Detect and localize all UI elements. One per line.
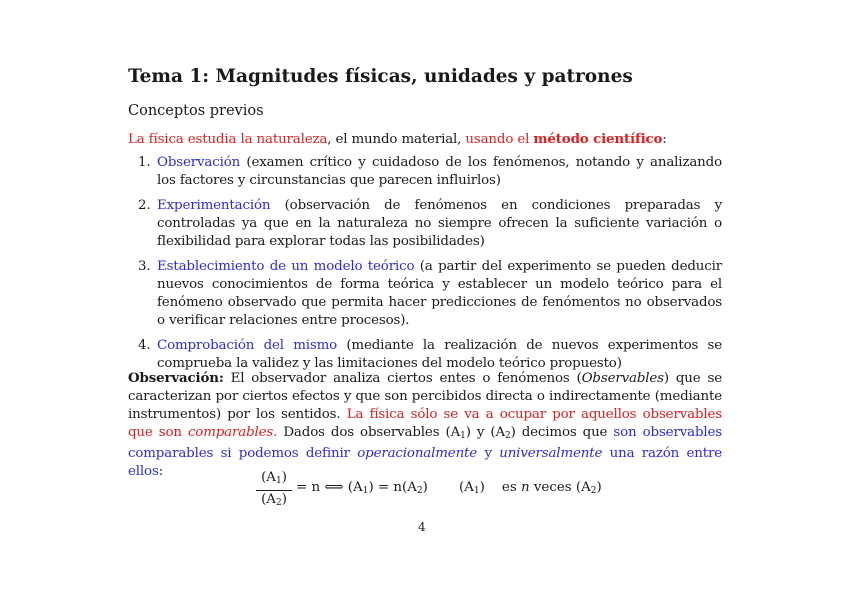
math-sub: 1 — [473, 486, 480, 496]
math-part: ) — [510, 425, 516, 440]
obs-red: La física sólo se va a ocupar por aquellos observables que son — [128, 407, 722, 440]
method-term: Establecimiento de un modelo teórico — [157, 259, 415, 274]
math-part: ) — [281, 492, 287, 507]
chapter-title: Tema 1: Magnitudes físicas, unidades y patrones — [128, 66, 633, 87]
method-description: (observación de fenómenos en condiciones preparadas y controladas ya que en la naturaleza no siempre ofrecen la suficiente variación o flexibilidad para explorar todas las posibilidades) — [157, 198, 722, 249]
list-number: 3. — [138, 259, 151, 274]
method-term: Experimentación — [157, 198, 271, 213]
math-part: ) — [465, 425, 471, 440]
method-term: Comprobación del mismo — [157, 338, 338, 353]
equivalence-expression — [296, 480, 428, 496]
math-var: n — [520, 480, 530, 495]
observation-paragraph — [128, 369, 722, 481]
math-sub: 1 — [362, 486, 369, 496]
math-sub: 2 — [275, 498, 282, 508]
obs-text: : — [158, 464, 164, 479]
list-number: 2. — [138, 198, 151, 213]
math-part: ) es — [479, 480, 521, 495]
fraction-bar — [256, 490, 292, 491]
page-number: 4 — [418, 520, 426, 534]
obs-text: decimos que — [515, 425, 614, 440]
ratio-formula — [256, 470, 636, 510]
method-description: (a partir del experimento se pueden deducir nuevos conocimientos de forma teórica y establecer un modelo teórico para el fenómeno observado que permita hacer predicciones de fenómentos no observados o verificar relaciones entre procesos). — [157, 259, 722, 328]
fraction-denominator — [256, 492, 292, 511]
section-heading: Conceptos previos — [128, 103, 264, 119]
math-part: (A — [490, 425, 505, 440]
math-a1 — [446, 425, 471, 440]
obs-blue: son observables comparables si podemos definir — [128, 425, 722, 461]
fraction-numerator — [256, 470, 292, 489]
method-description: (mediante la realización de nuevos experimentos se comprueba la validez y las limitaciones del modelo teórico propuesto) — [157, 338, 722, 371]
obs-red-italic: comparables — [187, 425, 274, 440]
obs-blue-italic: universalmente — [499, 446, 603, 461]
intro-red-1: La física estudia la naturaleza — [128, 132, 328, 147]
math-part: = n ⟺ (A — [296, 480, 363, 495]
obs-text: y — [470, 425, 491, 440]
obs-blue-italic: operacionalmente — [357, 446, 478, 461]
list-item — [128, 154, 722, 190]
method-description: (examen crítico y cuidadoso de los fenómenos, notando y analizando los factores y circunstancias que parecen influirlos) — [157, 155, 722, 188]
math-part: (A — [261, 492, 276, 507]
math-part: ) — [281, 470, 287, 485]
math-part: (A — [261, 470, 276, 485]
fraction — [256, 470, 292, 511]
obs-text: Dados dos observables — [277, 425, 446, 440]
math-part: ) = n(A — [368, 480, 417, 495]
math-part: (A — [445, 425, 461, 440]
obs-italic: Observables — [581, 371, 664, 386]
math-sub: 2 — [590, 486, 597, 496]
math-sub: 2 — [416, 486, 423, 496]
list-item — [128, 337, 722, 373]
math-a2 — [490, 425, 515, 440]
intro-plain-1: , el mundo material, — [327, 132, 466, 147]
obs-blue: y — [477, 446, 500, 461]
math-sub: 2 — [504, 431, 511, 441]
obs-text: ) que se caracterizan por ciertos efectos y que son percibidos directa o indirectamente (mediante instrumentos) por los sentidos. — [128, 371, 722, 422]
intro-sentence — [128, 130, 667, 149]
obs-blue: una razón entre ellos — [128, 446, 723, 479]
list-item — [128, 258, 722, 330]
math-part: veces (A — [529, 480, 591, 495]
intro-red-2: usando el — [465, 132, 534, 147]
list-number: 4. — [138, 338, 151, 353]
math-part: (A — [459, 480, 474, 495]
math-sub: 1 — [275, 476, 282, 486]
obs-red: . — [273, 425, 278, 440]
math-part: ) — [596, 480, 602, 495]
scientific-method-list — [128, 154, 722, 373]
method-term: Observación — [157, 155, 241, 170]
list-number: 1. — [138, 155, 151, 170]
intro-red-bold: método científico — [533, 131, 663, 147]
math-part: ) — [422, 480, 428, 495]
intro-plain-2: : — [662, 132, 667, 147]
formula-explanation — [459, 480, 602, 496]
obs-text: El observador analiza ciertos entes o fenómenos ( — [223, 371, 582, 386]
observation-label: Observación: — [128, 370, 224, 386]
math-sub: 1 — [460, 431, 466, 441]
list-item — [128, 197, 722, 251]
